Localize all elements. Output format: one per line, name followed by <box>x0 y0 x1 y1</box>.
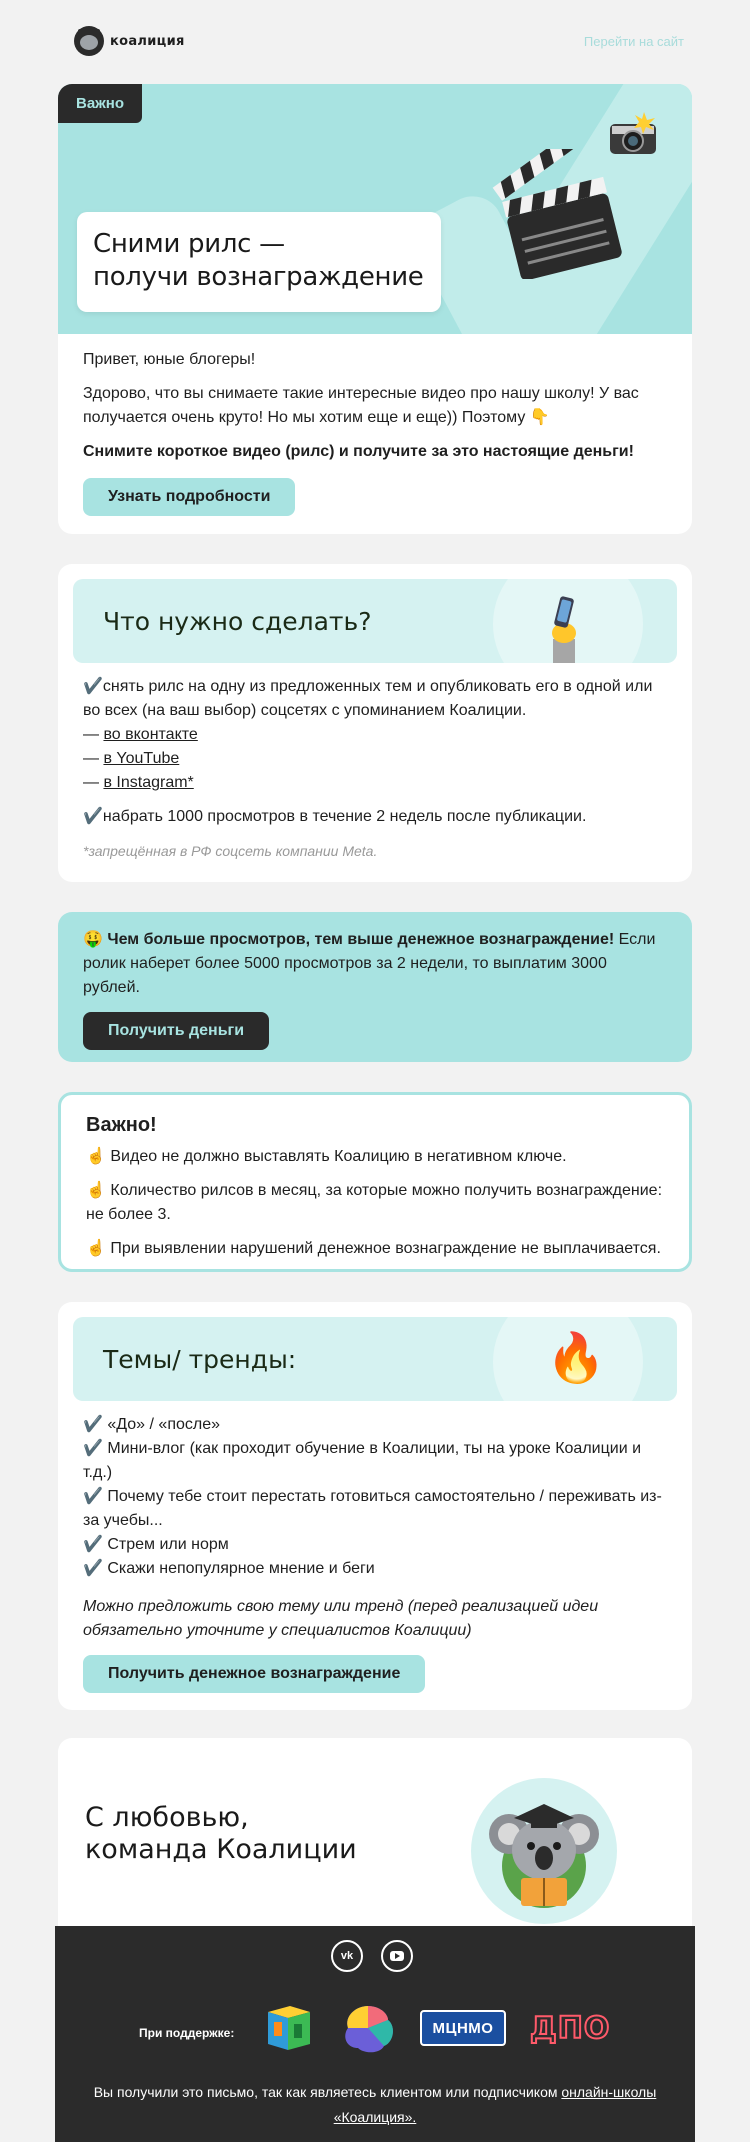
get-money-button[interactable]: Получить деньги <box>83 1012 269 1050</box>
social-links <box>331 1940 413 1972</box>
theme-item: ✔️ Мини-влог (как проходит обучение в Коалиции, ты на уроке Коалиции и т.д.) <box>83 1440 642 1481</box>
learn-more-button[interactable]: Узнать подробности <box>83 478 295 516</box>
school-link[interactable]: онлайн-школы «Коалиция». <box>333 2084 657 2125</box>
fire-icon: 🔥 <box>546 1332 606 1385</box>
clapperboard-icon <box>488 149 628 279</box>
themes-header <box>73 1317 677 1401</box>
meta-note: *запрещённая в РФ соцсеть компании Meta. <box>83 843 378 859</box>
email-header <box>74 22 684 60</box>
hero-body <box>58 334 692 516</box>
social-link-row: — в Instagram* <box>83 774 194 791</box>
intro-text: Здорово, что вы снимаете такие интересные видео про нашу школу! У вас получается очень круто! Но мы хотим еще и еще)) Поэтому 👇 <box>83 385 639 426</box>
money-bold-text: Чем больше просмотров, тем выше денежное вознаграждение! <box>107 931 615 948</box>
get-reward-button[interactable]: Получить денежное вознаграждение <box>83 1655 425 1693</box>
important-item: ☝️ Количество рилсов в месяц, за которые можно получить вознаграждение: не более 3. <box>86 1182 663 1223</box>
vk-link[interactable]: во вконтакте <box>103 726 198 743</box>
footer <box>55 1926 695 2142</box>
vk-icon[interactable]: vk <box>331 1940 363 1972</box>
hand-phone-icon <box>543 593 583 663</box>
partner-cube-logo-icon[interactable] <box>260 2002 316 2054</box>
important-title: Важно! <box>86 1114 157 1136</box>
callout-text: Снимите короткое видео (рилс) и получите за это настоящие деньги! <box>83 443 634 460</box>
money-text <box>83 928 667 1000</box>
instagram-link[interactable]: в Instagram* <box>103 774 194 791</box>
social-link-row: — в YouTube <box>83 750 180 767</box>
theme-item: ✔️ Скажи непопулярное мнение и беги <box>83 1560 375 1577</box>
social-link-row: — во вконтакте <box>83 726 198 743</box>
todo-card <box>58 564 692 882</box>
important-card <box>58 1092 692 1272</box>
youtube-icon[interactable] <box>381 1940 413 1972</box>
hero-banner <box>58 84 692 334</box>
farewell-card <box>58 1738 692 1928</box>
go-to-site-link[interactable]: Перейти на сайт <box>583 33 684 49</box>
theme-item: ✔️ Стрем или норм <box>83 1536 229 1553</box>
greeting-text: Привет, юные блогеры! <box>83 351 256 368</box>
themes-note: Можно предложить свою тему или тренд (перед реализацией идеи обязательно уточните у специалистов Коалиции) <box>83 1598 599 1639</box>
dpo-logo[interactable]: ДПО <box>530 2010 611 2046</box>
support-label: При поддержке: <box>139 2026 235 2040</box>
koala-avatar <box>471 1778 617 1924</box>
todo-header <box>73 579 677 663</box>
hero-card <box>58 84 692 534</box>
important-item: ☝️ При выявлении нарушений денежное вознаграждение не выплачивается. <box>86 1240 661 1257</box>
mcnmo-logo[interactable]: МЦНМО <box>420 2010 506 2046</box>
hero-title: Сними рилс — получи вознаграждение <box>93 229 424 292</box>
money-detail-text: Если ролик наберет более 5000 просмотров за 2 недели, то выплатим 3000 рублей. <box>83 931 656 996</box>
todo-body <box>58 663 692 863</box>
logo[interactable] <box>74 26 185 56</box>
theme-item: ✔️ «До» / «после» <box>83 1416 221 1433</box>
money-card <box>58 912 692 1062</box>
todo-title: Что нужно сделать? <box>103 606 372 636</box>
theme-item: ✔️ Почему тебе стоит перестать готовиться самостоятельно / переживать из-за учебы... <box>83 1488 662 1529</box>
partner-star-logo-icon[interactable] <box>340 2002 396 2054</box>
farewell-text: С любовью, команда Коалиции <box>85 1802 357 1865</box>
partner-logos <box>260 2002 610 2054</box>
logo-text: коалиция <box>110 33 185 49</box>
koala-mascot-icon <box>471 1778 617 1924</box>
money-face-icon: 🤑 <box>83 931 103 948</box>
important-badge: Важно <box>58 84 142 123</box>
step-1: ✔️снять рилс на одну из предложенных тем и опубликовать его в одной или во всех (на ваш выбор) соцсетях с упоминанием Коалиции. <box>83 678 653 719</box>
hero-title-box <box>77 212 441 312</box>
themes-body <box>58 1401 692 1693</box>
important-item: ☝️ Видео не должно выставлять Коалицию в негативном ключе. <box>86 1148 567 1165</box>
themes-title: Темы/ тренды: <box>103 1344 297 1374</box>
youtube-link[interactable]: в YouTube <box>103 750 180 767</box>
themes-card <box>58 1302 692 1710</box>
footer-note: Вы получили это письмо, так как являетесь клиентом или подписчиком онлайн-школы «Коалиция». <box>93 2084 657 2125</box>
koala-logo-icon <box>74 26 104 56</box>
step-2: ✔️набрать 1000 просмотров в течение 2 недель после публикации. <box>83 808 587 825</box>
